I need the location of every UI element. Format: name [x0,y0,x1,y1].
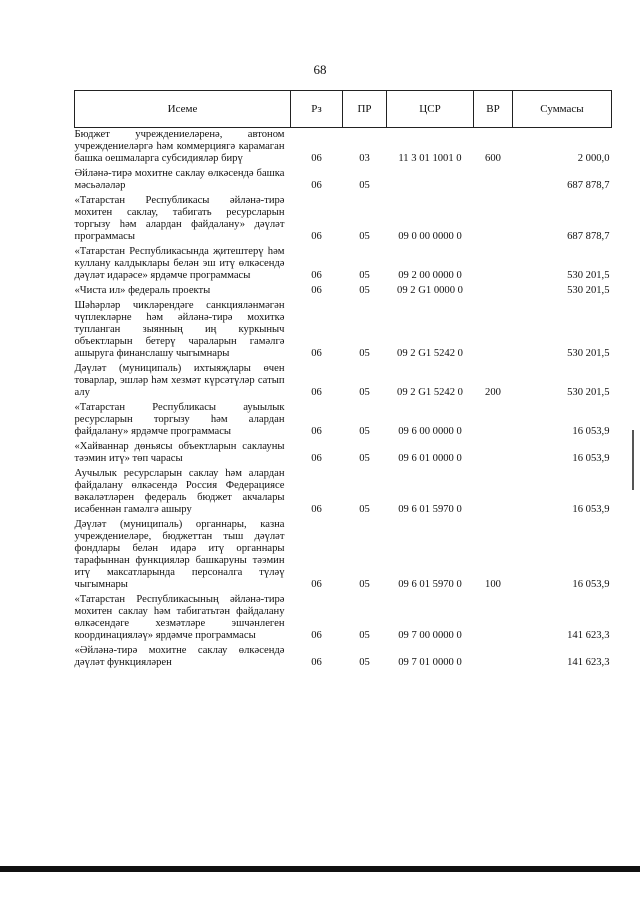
row-name: Аучылык ресурсларын саклау һәм алардан файдалану өлкәсендә Россия Федерациясе вәкаләтләрен федераль бюджет акчалары исәбеннән гамәлгә ашыру [74,468,285,515]
row-rz: 06 [311,270,322,281]
row-vr: 100 [485,579,501,590]
row-name: «Хайваннар дөньясы объектларын саклауны тәэмин итү» төп чарасы [74,441,285,464]
header-name: Исеме [75,91,291,128]
row-sum: 16 053,9 [572,504,610,515]
row-name: Әйләнә-тирә мохитне саклау өлкәсендә башка мәсьәләләр [74,168,285,191]
table-row [75,245,612,284]
row-csr: 09 6 01 5970 0 [398,504,462,515]
row-csr: 09 6 01 5970 0 [398,579,462,590]
row-vr [474,284,513,299]
row-sum: 530 201,5 [567,270,610,281]
table-row [75,467,612,518]
header-rz: Рз [291,91,343,128]
row-pr: 05 [359,426,370,437]
row-name: Шәһәрләр чикләрендәге санкцияләнмәгән чүплекләрне һәм әйләнә-тирә мохиткә тупланган зыянның иң куркыныч объектларын бетерү чараларын гамәлгә ашыруга финанслашу чыгымнары [74,300,285,359]
row-vr [474,644,513,671]
row-vr [474,440,513,467]
row-sum: 530 201,5 [567,348,610,359]
row-pr: 05 [359,504,370,515]
row-csr: 09 7 00 0000 0 [398,630,462,641]
row-rz: 06 [311,426,322,437]
table-row [75,401,612,440]
row-pr: 05 [359,348,370,359]
row-sum: 530 201,5 [567,285,610,296]
row-vr [474,593,513,644]
table-row [75,128,612,168]
row-vr [474,467,513,518]
row-pr: 03 [359,153,370,164]
row-name: «Әйләнә-тирә мохитне саклау өлкәсендә дәүләт функцияләрен [74,645,285,668]
row-sum: 530 201,5 [567,387,610,398]
row-pr: 05 [359,630,370,641]
row-name: Бюджет учреждениеләренә, автоном учреждениеләргә һәм коммерциягә карамаган башка оешмаларга субсидияләр бирү [74,129,285,164]
table-row [75,167,612,194]
row-vr [474,245,513,284]
table-row [75,194,612,245]
row-csr: 09 2 G1 5242 0 [397,387,463,398]
table-row [75,644,612,671]
row-csr: 09 0 00 0000 0 [398,231,462,242]
row-rz: 06 [311,630,322,641]
row-pr: 05 [359,453,370,464]
row-rz: 06 [311,387,322,398]
row-name: «Татарстан Республикасының әйләнә-тирә мохитен саклау һәм табигатьтән файдалану өлкәсендәге хезмәтләре эшчәнлеген координацияләү» ярдәмче программасы [74,594,285,641]
row-name: «Татарстан Республикасында җитештерү һәм куллану калдыклары белән эш итү өлкәсендә дәүләт идарәсе» ярдәмче программасы [74,246,285,281]
row-pr: 05 [359,231,370,242]
row-csr: 11 3 01 1001 0 [398,153,462,164]
row-name: Дәүләт (муниципаль) ихтыяҗлары өчен товарлар, эшләр һәм хезмәт күрсәтүләр сатып алу [74,363,285,398]
row-pr: 05 [359,387,370,398]
table-row [75,284,612,299]
row-sum: 687 878,7 [567,231,610,242]
row-pr: 05 [359,270,370,281]
table-row [75,299,612,362]
row-csr: 09 6 01 0000 0 [398,453,462,464]
row-vr [474,299,513,362]
table-row [75,440,612,467]
row-sum: 16 053,9 [572,579,610,590]
row-rz: 06 [311,453,322,464]
table-row [75,593,612,644]
row-csr: 09 2 00 0000 0 [398,270,462,281]
row-vr [474,194,513,245]
table-row [75,518,612,593]
budget-table [74,90,612,671]
table-row [75,362,612,401]
row-rz: 06 [311,579,322,590]
row-vr: 600 [485,153,501,164]
row-rz: 06 [311,231,322,242]
page-number: 68 [313,62,327,77]
row-pr: 05 [359,657,370,668]
header-csr: ЦСР [387,91,474,128]
header-vr: ВР [474,91,513,128]
row-vr [474,167,513,194]
row-csr: 09 6 00 0000 0 [398,426,462,437]
row-vr: 200 [485,387,501,398]
row-rz: 06 [311,504,322,515]
header-sum: Суммасы [513,91,612,128]
row-pr: 05 [359,579,370,590]
row-rz: 06 [311,657,322,668]
row-sum: 16 053,9 [572,426,610,437]
row-sum: 16 053,9 [572,453,610,464]
row-name: «Татарстан Республикасы ауыылык ресурсларын торгызу һәм алардан файдалану» ярдәмче программасы [74,402,285,437]
row-sum: 687 878,7 [567,180,610,191]
table-header-row [75,91,612,128]
row-csr [387,167,474,194]
row-pr: 05 [359,285,370,296]
scan-bottom-bar [0,866,640,872]
row-rz: 06 [311,285,322,296]
row-sum: 2 000,0 [577,153,610,164]
row-rz: 06 [311,153,322,164]
header-pr: ПР [343,91,387,128]
row-csr: 09 2 G1 5242 0 [397,348,463,359]
row-name: «Татарстан Республикасы әйләнә-тирә мохитен саклау, табигать ресурсларын торгызу һәм алардан файдалану» дәүләт программасы [74,195,285,242]
row-rz: 06 [311,180,322,191]
row-name: «Чиста ил» федераль проекты [74,285,211,296]
row-rz: 06 [311,348,322,359]
row-csr: 09 7 01 0000 0 [398,657,462,668]
scan-edge-mark [632,430,634,490]
row-sum: 141 623,3 [567,657,610,668]
row-sum: 141 623,3 [567,630,610,641]
row-csr: 09 2 G1 0000 0 [397,285,463,296]
row-pr: 05 [359,180,370,191]
row-name: Дәүләт (муниципаль) органнары, казна учреждениеләре, бюджеттан тыш дәүләт фондлары белән идарә итү органнары тарафыннан функцияләр башкаруны тәэмин итү максатларында персоналга түләү чыгымнары [74,519,285,590]
row-vr [474,401,513,440]
